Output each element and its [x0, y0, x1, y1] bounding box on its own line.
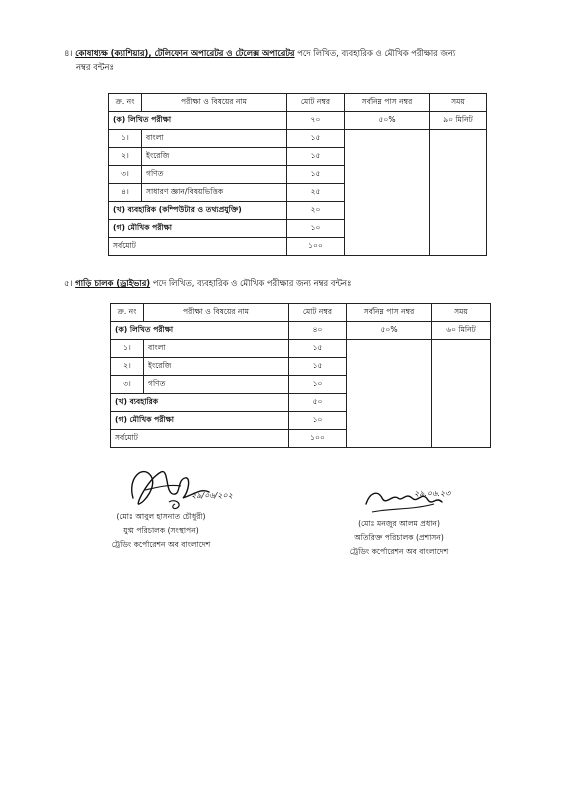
row-serial: ২। — [109, 148, 142, 166]
row-serial: ১। — [111, 340, 144, 358]
table-row — [109, 112, 487, 130]
row-subject: (খ) ব্যবহারিক — [111, 394, 289, 412]
row-pass: ৫০% — [345, 112, 430, 130]
row-subject: ইংরেজি — [142, 148, 287, 166]
right-signatory-org: ট্রেডিং কর্পোরেশন অব বাংলাদেশ — [349, 547, 449, 556]
time-blank-cell — [432, 340, 491, 448]
section-5-post-names: গাড়ি চালক (ড্রাইভার) — [75, 278, 151, 288]
row-subject: (গ) মৌখিক পরীক্ষা — [111, 412, 289, 430]
row-subject: (খ) ব্যবহারিক (কম্পিউটার ও তথ্যপ্রযুক্তি) — [109, 202, 287, 220]
row-marks: ৭০ — [287, 112, 345, 130]
right-signatory-block — [318, 517, 480, 559]
section-4-marks-table — [108, 93, 487, 256]
row-subject: (গ) মৌখিক পরীক্ষা — [109, 220, 287, 238]
left-signatory-org: ট্রেডিং কর্পোরেশন অব বাংলাদেশ — [111, 540, 211, 549]
row-marks: ১০ — [289, 376, 347, 394]
row-marks: ১০ — [289, 412, 347, 430]
row-marks: ১৫ — [287, 166, 345, 184]
row-subject: বাংলা — [142, 130, 287, 148]
header-total-marks: মোট নম্বর — [289, 304, 347, 322]
time-blank-cell — [430, 130, 487, 256]
row-marks: ১৫ — [287, 148, 345, 166]
header-pass-marks: সর্বনিম্ন পাস নম্বর — [345, 94, 430, 112]
header-pass-marks: সর্বনিম্ন পাস নম্বর — [347, 304, 432, 322]
row-pass: ৫০% — [347, 322, 432, 340]
section-5-intro-text: পদে লিখিত, ব্যবহারিক ও মৌখিক পরীক্ষার জন্য নম্বর বন্টনঃ — [150, 278, 352, 288]
section-5-intro — [64, 276, 504, 290]
row-marks: ১৫ — [289, 358, 347, 376]
header-subject: পরীক্ষা ও বিষয়ের নাম — [144, 304, 289, 322]
row-serial: ৩। — [111, 376, 144, 394]
right-signature — [362, 474, 472, 522]
section-5-number: ৫। — [64, 278, 73, 288]
left-signatory-block — [86, 510, 236, 552]
row-subject: (ক) লিখিত পরীক্ষা — [109, 112, 287, 130]
header-time: সময় — [432, 304, 491, 322]
row-marks: ১৫ — [287, 130, 345, 148]
table-header-row — [109, 94, 487, 112]
row-subject: ইংরেজি — [144, 358, 289, 376]
header-serial: ক্র. নং — [111, 304, 144, 322]
section-4-intro-text: পদে লিখিত, ব্যবহারিক ও মৌখিক পরীক্ষার জন্য — [294, 48, 456, 58]
row-subject: সর্বমোট — [111, 430, 289, 448]
right-signatory-name: (মোঃ মনজুর আলম প্রধান) — [358, 519, 440, 528]
header-total-marks: মোট নম্বর — [287, 94, 345, 112]
row-serial: ৪। — [109, 184, 142, 202]
row-subject: গণিত — [142, 166, 287, 184]
section-4-intro — [64, 46, 504, 74]
row-serial: ১। — [109, 130, 142, 148]
row-subject: গণিত — [144, 376, 289, 394]
row-subject: (ক) লিখিত পরীক্ষা — [111, 322, 289, 340]
row-marks: ১০ — [287, 220, 345, 238]
header-subject: পরীক্ষা ও বিষয়ের নাম — [142, 94, 287, 112]
row-marks: ১৫ — [289, 340, 347, 358]
header-serial: ক্র. নং — [109, 94, 142, 112]
left-signatory-name: (মোঃ আবুল হাসনাত চৌধুরী) — [116, 512, 206, 521]
table-row — [111, 322, 491, 340]
row-time: ৬০ মিনিট — [432, 322, 491, 340]
row-marks: ২০ — [287, 202, 345, 220]
section-4-number: ৪। — [64, 48, 73, 58]
table-header-row — [111, 304, 491, 322]
left-signatory-title: যুগ্ম পরিচালক (সংস্থাপন) — [123, 526, 199, 535]
row-serial: ২। — [111, 358, 144, 376]
row-marks: ১০০ — [289, 430, 347, 448]
right-signature-date: ২৯.০৬.২৩ — [414, 489, 451, 498]
row-marks: ২৫ — [287, 184, 345, 202]
table-row — [111, 340, 491, 358]
section-5-marks-table — [110, 303, 491, 448]
row-marks: ১০০ — [287, 238, 345, 256]
row-subject: বাংলা — [144, 340, 289, 358]
pass-blank-cell — [347, 340, 432, 448]
row-marks: ৪০ — [289, 322, 347, 340]
row-subject: সর্বমোট — [109, 238, 287, 256]
row-time: ৯০ মিনিট — [430, 112, 487, 130]
row-serial: ৩। — [109, 166, 142, 184]
left-signature-date: ২৯/০৬/২০২ — [191, 491, 233, 500]
left-signature — [125, 458, 235, 514]
section-4-intro-line2: নম্বর বন্টনঃ — [76, 62, 114, 72]
pass-blank-cell — [345, 130, 430, 256]
section-4-post-names: কোষাধ্যক্ষ (ক্যাশিয়ার), টেলিফোন অপারেটর ও টেলেক্স অপারেটর — [75, 48, 295, 58]
right-signatory-title: অতিরিক্ত পরিচালক (প্রশাসন) — [354, 533, 444, 542]
header-time: সময় — [430, 94, 487, 112]
table-row — [109, 130, 487, 148]
row-subject: সাধারণ জ্ঞান/বিষয়ভিত্তিক — [142, 184, 287, 202]
row-marks: ৫০ — [289, 394, 347, 412]
